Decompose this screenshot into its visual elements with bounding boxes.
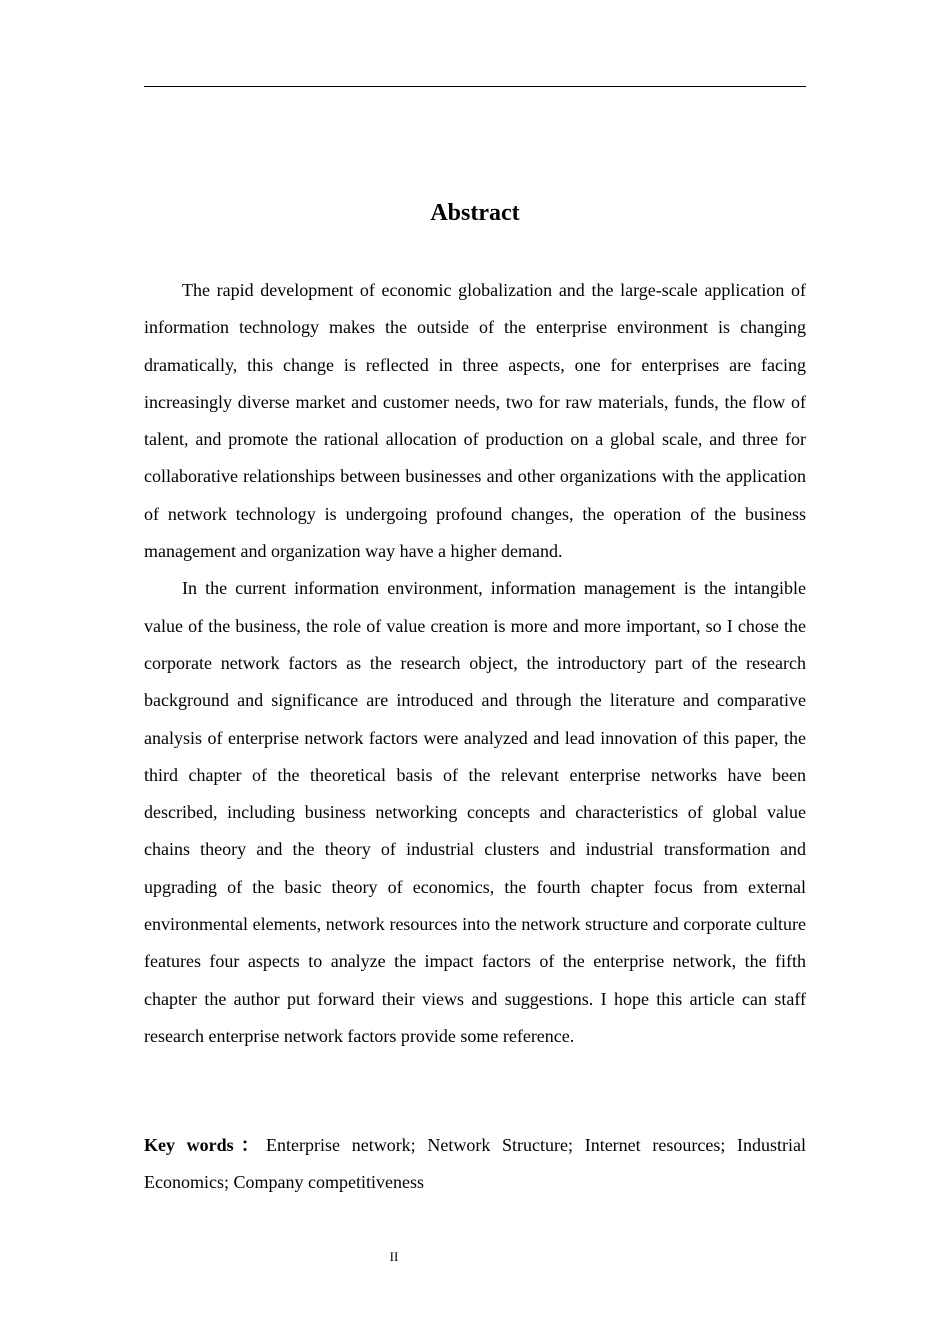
- header-rule: [144, 86, 806, 87]
- abstract-body: [144, 272, 806, 1055]
- keywords-label: Key words：: [144, 1135, 267, 1155]
- page-title: Abstract: [430, 200, 520, 226]
- keywords-line: [144, 1127, 806, 1202]
- abstract-paragraph-2: In the current information environment, information management is the intangible value of the business, the role of value creation is more and more important, so I chose the corporate network factors as the research object, the introductory part of the research background and significance are introduced and through the literature and comparative analysis of enterprise network factors were analyzed and lead innovation of this paper, the third chapter of the theoretical basis of the relevant enterprise networks have been described, including business networking concepts and characteristics of global value chains theory and the theory of industrial clusters and industrial transformation and upgrading of the basic theory of economics, the fourth chapter focus from external environmental elements, network resources into the network structure and corporate culture features four aspects to analyze the impact factors of the enterprise network, the fifth chapter the author put forward their views and suggestions. I hope this article can staff research enterprise network factors provide some reference.: [144, 578, 806, 1046]
- abstract-paragraph-1: The rapid development of economic globalization and the large-scale application of information technology makes the outside of the enterprise environment is changing dramatically, this change is reflected in three aspects, one for enterprises are facing increasingly diverse market and customer needs, two for raw materials, funds, the flow of talent, and promote the rational allocation of production on a global scale, and three for collaborative relationships between businesses and other organizations with the application of network technology is undergoing profound changes, the operation of the business management and organization way have a higher demand.: [144, 280, 806, 562]
- keywords-text: Enterprise network; Network Structure; Internet resources; Industrial Economics; Company competitiveness: [144, 1135, 806, 1193]
- page-number: II: [389, 1249, 399, 1264]
